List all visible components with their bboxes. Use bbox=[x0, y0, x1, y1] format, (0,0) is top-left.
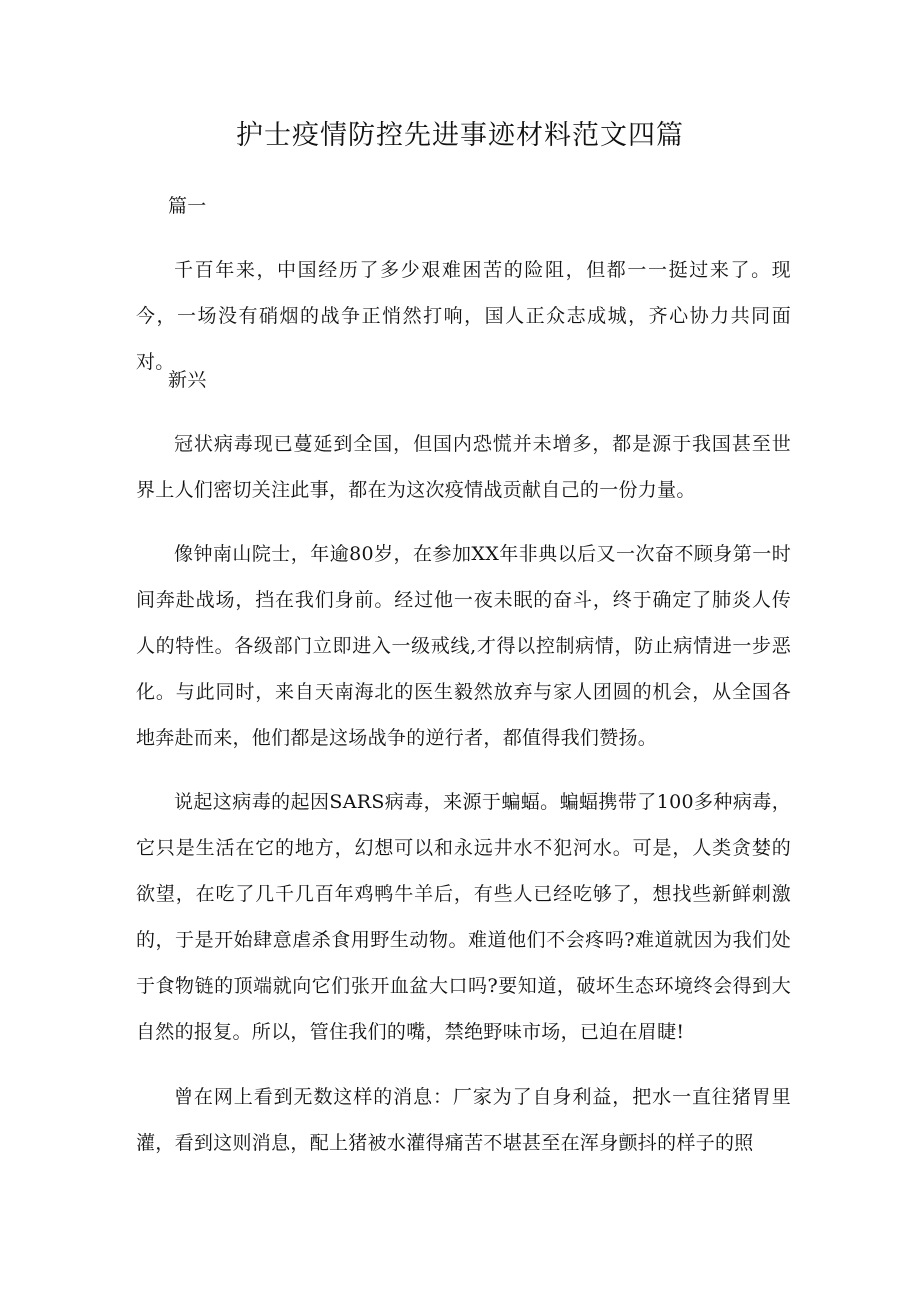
paragraph-4: 像钟南山院士，年逾80岁，在参加XX年非典以后又一次奋不顾身第一时间奔赴战场，挡在我们身前。经过他一夜未眠的奋斗，终于确定了肺炎人传人的特性。各级部门立即进入一级戒线,才得以控制病情，防止病情进一步恶化。与此同时，来自天南海北的医生毅然放弃与家人团圆的机会，从全国各地奔赴而来，他们都是这场战争的逆行者，都值得我们赞扬。 bbox=[136, 543, 791, 749]
paragraph-1: 千百年来，中国经历了多少艰难困苦的险阻，但都一一挺过来了。现今，一场没有硝烟的战争正悄然打响，国人正众志成城，齐心协力共同面对。 bbox=[136, 259, 791, 373]
paragraph-2: 新兴 bbox=[168, 369, 207, 391]
section-label: 篇一 bbox=[168, 195, 207, 217]
document-title: 护士疫情防控先进事迹材料范文四篇 bbox=[236, 120, 684, 151]
paragraph-3: 冠状病毒现已蔓延到全国，但国内恐慌并未增多，都是源于我国甚至世界上人们密切关注此事，都在为这次疫情战贡献自己的一份力量。 bbox=[136, 433, 791, 501]
paragraph-6: 曾在网上看到无数这样的消息：厂家为了自身利益，把水一直往猪胃里灌，看到这则消息，配上猪被水灌得痛苦不堪甚至在浑身颤抖的样子的照 bbox=[136, 1086, 791, 1154]
paragraph-5: 说起这病毒的起因SARS病毒，来源于蝙蝠。蝙蝠携带了100多种病毒，它只是生活在它的地方，幻想可以和永远井水不犯河水。可是，人类贪婪的欲望，在吃了几千几百年鸡鸭牛羊后，有些人已经吃够了，想找些新鲜刺激的，于是开始肆意虐杀食用野生动物。难道他们不会疼吗?难道就因为我们处于食物链的顶端就向它们张开血盆大口吗?要知道，破坏生态环境终会得到大自然的报复。所以，管住我们的嘴，禁绝野味市场，已迫在眉睫! bbox=[136, 791, 791, 1043]
